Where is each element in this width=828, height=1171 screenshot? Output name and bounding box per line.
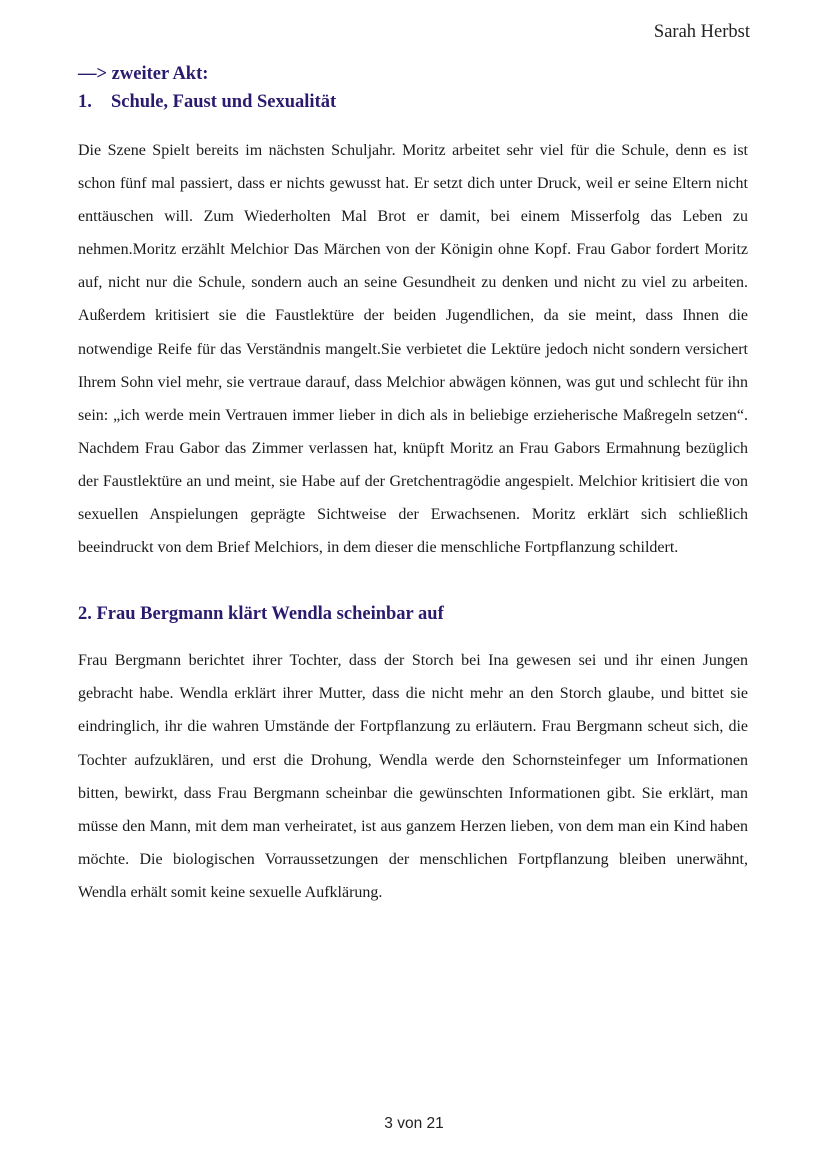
section-1-number: 1. — [78, 92, 92, 112]
author-name: Sarah Herbst — [653, 22, 750, 42]
act-label: —> zweiter Akt: — [78, 64, 209, 84]
section-1-body: Die Szene Spielt bereits im nächsten Schuljahr. Moritz arbeitet sehr viel für die Schule, denn es ist schon fünf mal passiert, dass er nichts gewusst hat. Er setzt dich unter Druck, weil er seine Eltern nicht enttäuschen will. Zum Wiederholten Mal Brot er damit, bei einem Misserfolg das Leben zu nehmen.Moritz erzählt Melchior Das Märchen von der Königin ohne Kopf. Frau Gabor fordert Moritz auf, nicht nur die Schule, sondern auch an seine Gesundheit zu denken und nicht zu viel zu arbeiten. Außerdem kritisiert sie die Faustlektüre der beiden Jugendlichen, da sie meint, dass Ihnen die notwendige Reife für das Verständnis mangelt.Sie verbietet die Lektüre jedoch nicht sondern versichert Ihrem Sohn viel mehr, sie vertraue darauf, dass Melchior abwägen können, was gut und schlecht für ihn sein: „ich werde mein Vertrauen immer lieber in dich als in beliebige erzieherische Maßregeln setzen“. Nachdem Frau Gabor das Zimmer verlassen hat, knüpft Moritz an Frau Gabors Ermahnung bezüglich der Faustlektüre an und meint, sie Habe auf der Gretchentragödie angespielt. Melchior kritisiert die von sexuellen Anspielungen geprägte Sichtweise der Erwachsenen. Moritz erklärt sich schließlich beeindruckt von dem Brief Melchiors, in dem dieser die menschliche Fortpflanzung schildert. — [78, 142, 748, 557]
section-1-heading — [78, 88, 748, 116]
section-2-body: Frau Bergmann berichtet ihrer Tochter, dass der Storch bei Ina gewesen sei und ihr einen Jungen gebracht habe. Wendla erklärt ihrer Mutter, dass die nicht mehr an den Storch glaube, und bittet sie eindringlich, ihr die wahren Umstände der Fortpflanzung zu erläutern. Frau Bergmann scheut sich, die Tochter aufzuklären, und erst die Drohung, Wendla werde den Schornsteinfeger um Informationen bitten, bewirkt, dass Frau Bergmann scheinbar die gewünschten Informationen gibt. Sie erklärt, man müsse den Mann, mit dem man verheiratet, ist aus ganzem Herzen lieben, von dem man ein Kind haben möchte. Die biologischen Vorraussetzungen der menschlichen Fortpflanzung bleiben unerwähnt, Wendla erhält somit keine sexuelle Aufklärung. — [78, 652, 748, 901]
section-2-title: 2. Frau Bergmann klärt Wendla scheinbar auf — [78, 604, 444, 625]
section-1-title: Schule, Faust und Sexualität — [111, 92, 337, 112]
page-content — [78, 60, 748, 909]
section-2-heading — [78, 600, 748, 628]
page-number: 3 von 21 — [384, 1115, 444, 1132]
